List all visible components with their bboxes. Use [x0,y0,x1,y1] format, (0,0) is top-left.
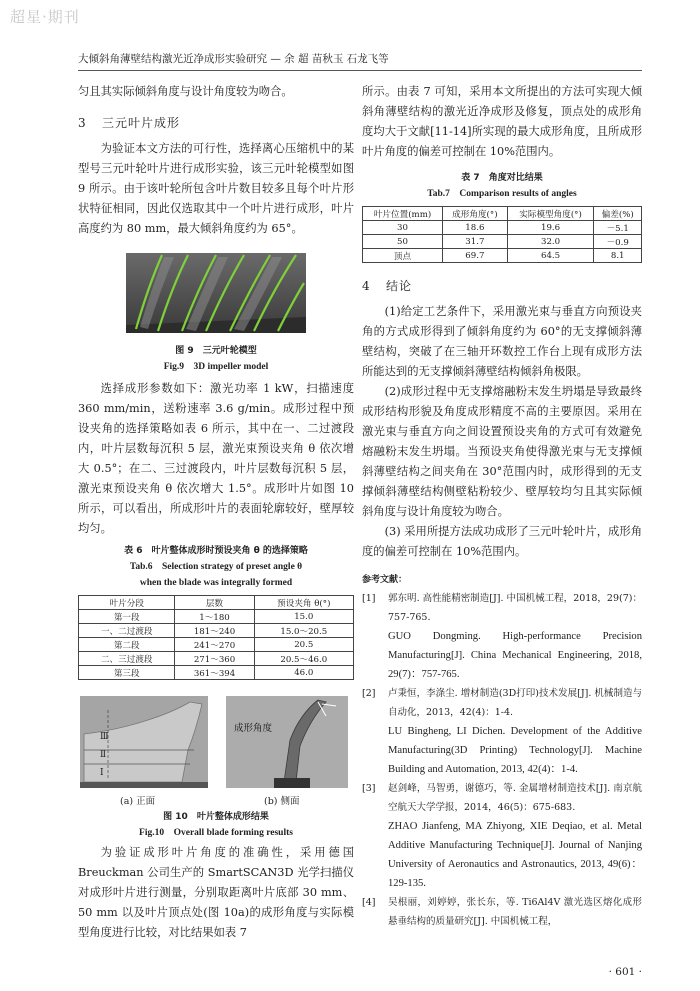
section-number: 4 [362,279,371,293]
table-row [79,652,354,666]
reference-text-cn: 郭东明. 高性能精密制造[J]. 中国机械工程，2018，29(7)：757-765. [388,593,642,623]
paragraph: 选择成形参数如下：激光功率 1 kW，扫描速度 360 mm/min，送粉速率 3.6 g/min。成形过程中预设夹角的选择策略如表 6 所示，其中在一、二过渡段内，叶片层数每沉积 5 层，激光束预设夹角 θ 依次增大 0.5°；在二、三过渡段内，叶片层数每沉积 5 层，激光束预设夹角 θ 依次增大 1.5°。成形叶片如图 10 所示，可以看出，所成形叶片的表面轮廓较好，壁厚较均匀。 [78,382,354,535]
section-title: 三元叶片成形 [102,116,181,130]
section-title: 结论 [386,279,413,293]
table-6-caption-en-1: Tab.6 Selection strategy of preset angle θ [129,562,303,572]
reference-text-cn: 卢秉恒，李涤尘. 增材制造(3D打印)技术发展[J]. 机械制造与自动化，2013，42(4)：1-4. [388,688,642,718]
section-heading [78,114,354,131]
table-cell: 20.5～46.0 [254,652,353,666]
figure-10-caption-cn: 图 10 叶片整体成形结果 [163,812,269,822]
table-cell: 50 [363,235,443,249]
table-6-caption-en-2: when the blade was integrally formed [139,578,293,588]
reference-item [362,589,642,684]
table-7-caption-en: Tab.7 Comparison results of angles [427,189,577,199]
reference-item [362,684,642,779]
reference-number: [1] [362,593,376,604]
zone-label-iii: Ⅲ [100,732,109,742]
left-column [78,82,354,943]
column-header: 叶片位置(mm) [363,207,443,221]
header-rule [78,70,642,71]
column-header: 偏差(%) [594,207,642,221]
reference-number: [3] [362,783,376,794]
figure-10a-label: (a) 正面 [120,796,156,807]
table-cell: 1～180 [175,610,254,624]
table-cell: 46.0 [254,666,353,680]
table-6-caption-cn: 表 6 叶片整体成形时预设夹角 θ 的选择策略 [124,546,308,556]
table-cell: 第二段 [79,638,175,652]
table-row [79,624,354,638]
watermark: 超星·期刊 [10,8,80,26]
forming-angle-label: 成形角度 [234,723,273,734]
figure-9-impeller-image [78,247,354,337]
table-cell: 30 [363,221,443,235]
section-number: 3 [78,116,87,130]
paragraph: 为验证本文方法的可行性，选择离心压缩机中的某型号三元叶轮叶片进行成形实验，该三元叶轮模型如图 9 所示。由于该叶轮所包含叶片数目较多且每个叶片形状特征相同，因此仅选取其中一个叶片进行成形，叶片高度约为 80 mm，最大倾斜角度约为 65°。 [78,142,354,235]
paragraph: 所示。由表 7 可知，采用本文所提出的方法可实现大倾斜角薄壁结构的激光近净成形及修复，顶点处的成形角度均大于文献[11-14]所实现的最大成形角度，且所成形叶片角度的偏差可控制在 10%范围内。 [362,85,642,158]
table-header-row [79,596,354,610]
column-header: 预设夹角 θ(°) [254,596,353,610]
column-header: 实际模型角度(°) [507,207,594,221]
conclusion-1: (1)给定工艺条件下，采用激光束与垂直方向预设夹角的方式成形得到了倾斜角度约为 60°的无支撑倾斜薄壁结构，突破了在三轴开环数控工作台上现有成形方法所能达到的无支撑倾斜薄壁结构倾斜角极限。 [362,305,642,378]
figure-10b-label: (b) 侧面 [264,796,300,807]
table-7-caption-cn: 表 7 角度对比结果 [461,173,543,183]
conclusion-3: (3) 采用所提方法成功成形了三元叶轮叶片，成形角度的偏差可控制在 10%范围内。 [362,525,642,558]
table-cell: 181～240 [175,624,254,638]
table-header-row [363,207,642,221]
table-cell: 18.6 [443,221,508,235]
column-header: 成形角度(°) [443,207,508,221]
table-cell: －0.9 [594,235,642,249]
references-title: 参考文献： [362,575,408,585]
section-heading [362,277,642,294]
reference-text-en: ZHAO Jianfeng, MA Zhiyong, XIE Deqiao, et al. Metal Additive Manufacturing Technique[J]. Journal of Nanjing University of Aeronautics and Astronautics, 2013, 49(6)：129-135. [388,821,642,889]
column-header: 叶片分段 [79,596,175,610]
zone-label-i: Ⅰ [100,768,104,778]
reference-text-cn: 赵剑峰，马智勇，谢德巧，等. 金属增材制造技术[J]. 南京航空航天大学学报，2014，46(5)：675-683. [388,783,642,813]
table-row [363,249,642,263]
table-cell: 顶点 [363,249,443,263]
conclusion-2: (2)成形过程中无支撑熔融粉末发生坍塌是导致最终成形结构形貌及角度成形精度不高的主要原因。采用在激光束与垂直方向之间设置预设夹角的方式可有效避免熔融粉末发生坍塌。当预设夹角使得激光束与无支撑倾斜薄壁结构之间夹角在 30°范围内时，成形得到的无支撑倾斜薄壁结构侧壁粘粉较少、壁厚较均匀且其实际倾斜角度与设计角度较为吻合。 [362,385,642,518]
zone-label-ii: Ⅱ [100,750,107,760]
table-cell: 第三段 [79,666,175,680]
figure-9-caption-en: Fig.9 3D impeller model [163,362,269,372]
table-row [79,610,354,624]
table-cell: 32.0 [507,235,594,249]
table-cell: 二、三过渡段 [79,652,175,666]
table-cell: －5.1 [594,221,642,235]
table-cell: 第一段 [79,610,175,624]
table-cell: 一、二过渡段 [79,624,175,638]
reference-text-cn: 吴根丽，刘婷婷，张长东，等. Ti6Al4V 激光选区熔化成形悬垂结构的质量研究[J]. 中国机械工程， [388,897,642,927]
figure-10 [78,690,354,810]
figure-10-caption-en: Fig.10 Overall blade forming results [139,828,293,838]
table-cell: 361～394 [175,666,254,680]
table-cell: 69.7 [443,249,508,263]
table-row [79,666,354,680]
reference-item [362,779,642,893]
running-head: 大倾斜角薄壁结构激光近净成形实验研究 — 余 超 苗秋玉 石龙飞等 [78,53,389,65]
reference-text-en: GUO Dongming. High-performance Precision Manufacturing[J]. China Mechanical Engineering, 2018, 29(7)：757-765. [388,631,642,680]
table-cell: 241～270 [175,638,254,652]
table-6 [78,595,354,680]
figure-9-caption-cn: 图 9 三元叶轮模型 [175,346,257,356]
table-cell: 15.0～20.5 [254,624,353,638]
table-row [363,221,642,235]
table-7 [362,206,642,263]
table-cell: 15.0 [254,610,353,624]
reference-number: [4] [362,897,376,908]
reference-number: [2] [362,688,376,699]
table-cell: 64.5 [507,249,594,263]
paragraph: 匀且其实际倾斜角度与设计角度较为吻合。 [78,85,293,98]
right-column [362,82,642,931]
table-cell: 271～360 [175,652,254,666]
table-cell: 8.1 [594,249,642,263]
table-cell: 20.5 [254,638,353,652]
page-number: · 601 · [608,966,642,978]
reference-text-en: LU Bingheng, LI Dichen. Development of the Additive Manufacturing(3D Printing) Technology[J]. Machine Building and Automation, 2013, 42(4)：1-4. [388,726,642,775]
paragraph: 为验证成形叶片角度的准确性，采用德国 Breuckman 公司生产的 SmartSCAN3D 光学扫描仪对成形叶片进行测量，分别取距离叶片底部 30 mm、50 mm 以及叶片顶点处(图 10a)的成形角度与实际模型角度进行比较，对比结果如表 7 [78,846,354,939]
table-row [79,638,354,652]
table-cell: 31.7 [443,235,508,249]
table-row [363,235,642,249]
reference-item [362,893,642,931]
column-header: 层数 [175,596,254,610]
table-cell: 19.6 [507,221,594,235]
